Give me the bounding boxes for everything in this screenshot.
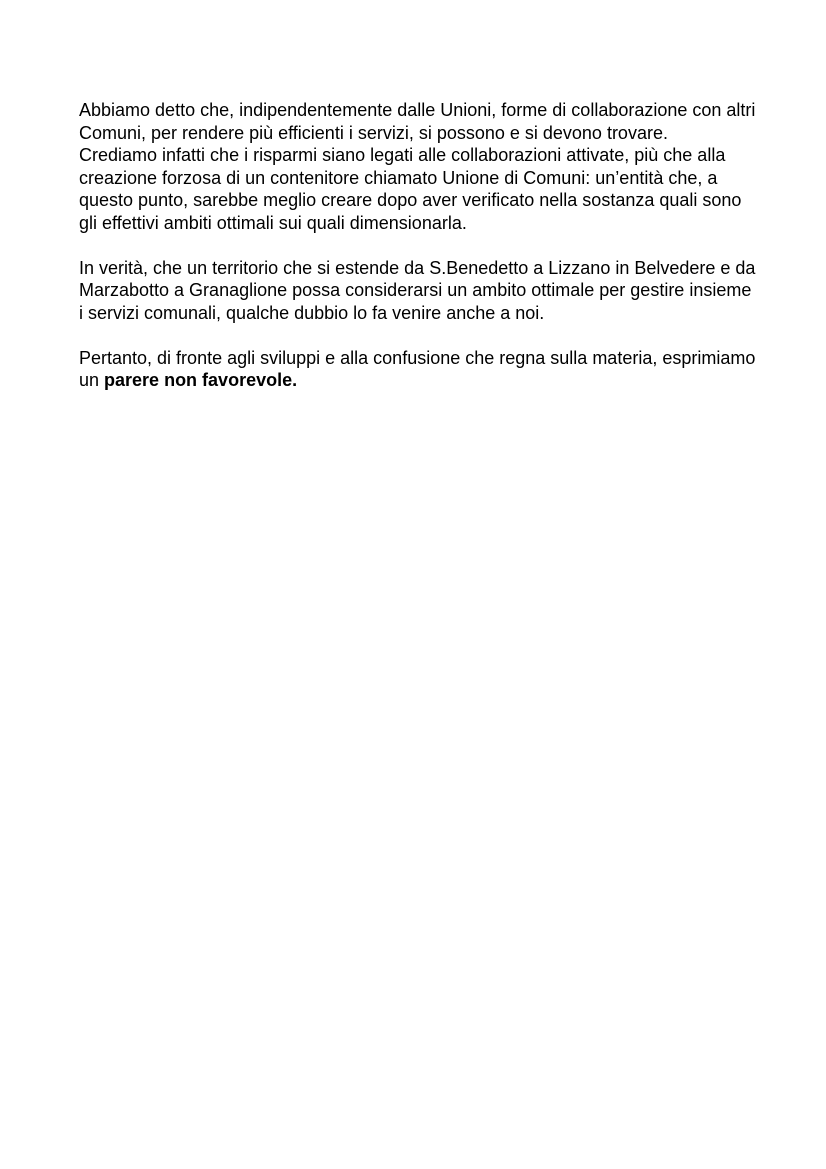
conclusion-verdict: parere non favorevole. [104, 370, 298, 390]
paragraph-territory: In verità, che un territorio che si estende da S.Benedetto a Lizzano in Belvedere e da Marzabotto a Granaglione possa considerarsi un ambito ottimale per gestire insieme i servizi comunali, qualche dubbio lo fa venire anche a noi. [79, 257, 756, 323]
paragraph-collaboration: Abbiamo detto che, indipendentemente dalle Unioni, forme di collaborazione con altri Comuni, per rendere più efficienti i servizi, si possono e si devono trovare. [79, 100, 756, 143]
paragraph-savings: Crediamo infatti che i risparmi siano legati alle collaborazioni attivate, più che alla creazione forzosa di un contenitore chiamato Unione di Comuni: un’entità che, a questo punto, sarebbe meglio creare dopo aver verificato nella sostanza quali sono gli effettivi ambiti ottimali sui quali dimensionarla. [79, 145, 742, 233]
paragraph-conclusion [79, 347, 759, 392]
document-body [79, 99, 759, 392]
conclusion-text: Pertanto, di fronte agli sviluppi e alla confusione che regna sulla materia, esprimiamo un [79, 347, 756, 390]
